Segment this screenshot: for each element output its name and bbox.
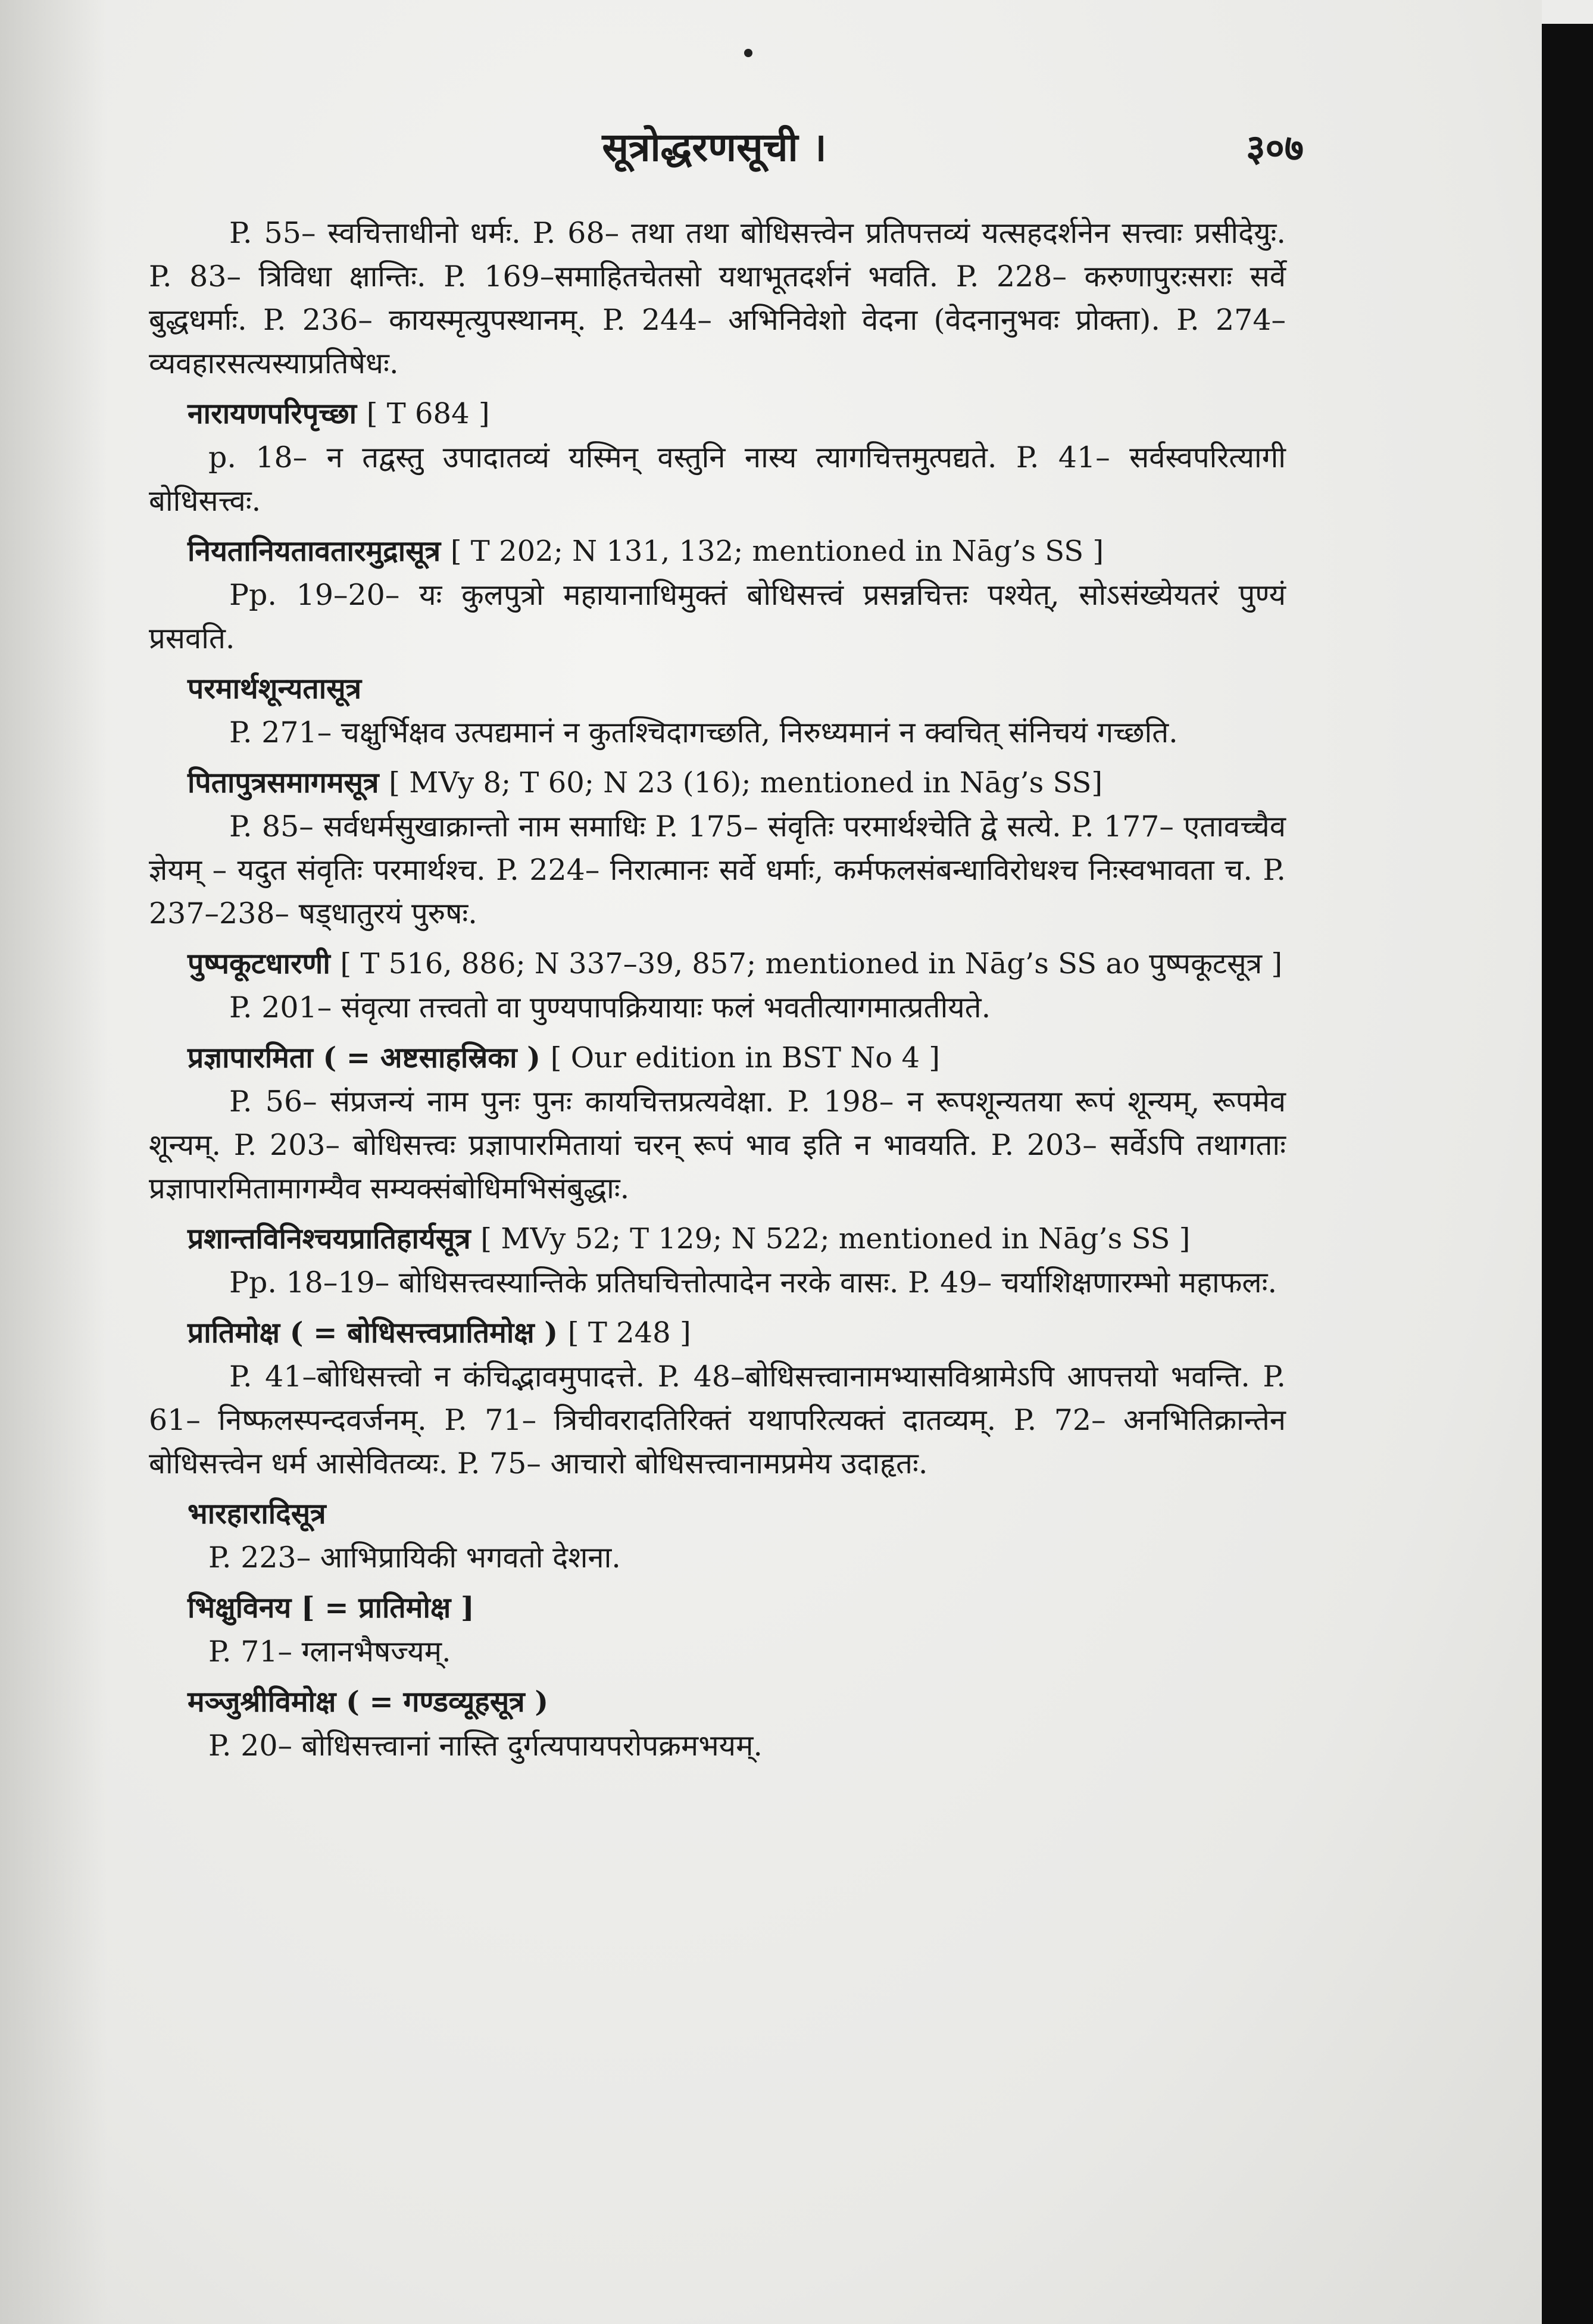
sutra-reference: [ MVy 8; T 60; N 23 (16); mentioned in Nāg’s SS]: [389, 766, 1103, 799]
sutra-heading: [149, 1680, 1286, 1724]
sutra-heading: [149, 392, 1286, 436]
sutra-heading: [149, 1492, 1286, 1536]
index-entry: [149, 761, 1286, 935]
entry-citations: P. 85– सर्वधर्मसुखाक्रान्तो नाम समाधिः P. 175– संवृतिः परमार्थश्चेति द्वे सत्ये. P. 177– एतावच्चैव ज्ञेयम् – यदुत संवृतिः परमार्थश्च. P. 224– निरात्मानः सर्वे धर्माः, कर्मफलसंबन्धाविरोधश्च निःस्वभावता च. P. 237–238– षड्धातुरयं पुरुषः.: [149, 810, 1286, 930]
sutra-reference: [ T 248 ]: [567, 1316, 691, 1350]
entry-citations: p. 18– न तद्वस्तु उपादातव्यं यस्मिन् वस्तुनि नास्य त्यागचित्तमुत्पद्यते. P. 41– सर्वस्वपरित्यागी बोधिसत्त्वः.: [149, 441, 1286, 518]
entry-citations: P. 41–बोधिसत्त्वो न कंचिद्भावमुपादत्ते. P. 48–बोधिसत्त्वानामभ्यासविश्रामेऽपि आपत्तयो भवन्ति. P. 61– निष्फलस्पन्दवर्जनम्. P. 71– त्रिचीवरादतिरिक्तं यथापरित्यक्तं दातव्यम्. P. 72– अनभितिक्रान्तेन बोधिसत्त्वेन धर्म आसेवितव्यः. P. 75– आचारो बोधिसत्त्वानामप्रमेय उदाहृतः.: [149, 1360, 1286, 1480]
sutra-title: प्रातिमोक्ष ( = बोधिसत्त्वप्रातिमोक्ष ): [188, 1316, 558, 1350]
entry-citations: P. 20– बोधिसत्त्वानां नास्ति दुर्गत्यपायपरोपक्रमभयम्.: [208, 1729, 763, 1763]
entry-citations: P. 271– चक्षुर्भिक्षव उत्पद्यमानं न कुतश्चिदागच्छति, निरुध्यमानं न क्वचित् संनिचयं गच्छति.: [229, 716, 1178, 749]
sutra-heading: [149, 1036, 1286, 1080]
sutra-title: परमार्थशून्यतासूत्र: [188, 672, 362, 705]
sutra-heading: [149, 1311, 1286, 1355]
entry-citations: Pp. 18–19– बोधिसत्त्वस्यान्तिके प्रतिघचित्तोत्पादेन नरके वासः. P. 49– चर्याशिक्षणारम्भो महाफलः.: [229, 1266, 1277, 1300]
sutra-reference: [ T 684 ]: [366, 397, 490, 430]
index-entry: [149, 1680, 1286, 1767]
entry-citations: P. 201– संवृत्या तत्त्वतो वा पुण्यपापक्रियायाः फलं भवतीत्यागमात्प्रतीयते.: [229, 991, 991, 1024]
index-entry: [149, 530, 1286, 660]
index-entry: [149, 942, 1286, 1029]
sutra-title: नियतानियतावतारमुद्रासूत्र: [188, 535, 441, 568]
entry-citations: P. 223– आभिप्रायिकी भगवतो देशना.: [208, 1541, 621, 1575]
index-content: [149, 211, 1286, 1769]
index-entry: [149, 1586, 1286, 1673]
sutra-heading: [149, 667, 1286, 711]
sutra-title: मञ्जुश्रीविमोक्ष ( = गण्डव्यूहसूत्र ): [188, 1685, 549, 1719]
index-entry: [149, 1217, 1286, 1304]
sutra-title: प्रशान्तविनिश्चयप्रातिहार्यसूत्र: [188, 1222, 471, 1255]
page-shadow: [0, 0, 107, 2324]
sutra-title: नारायणपरिपृच्छा: [188, 397, 357, 430]
index-entry: [149, 667, 1286, 754]
sutra-reference: [ Our edition in BST No 4 ]: [550, 1041, 940, 1074]
sutra-title: भिक्षुविनय [ = प्रातिमोक्ष ]: [188, 1591, 474, 1625]
index-entry: [149, 1036, 1286, 1210]
page-number: ३०७: [1246, 126, 1304, 170]
entry-citations: P. 55– स्वचित्ताधीनो धर्मः. P. 68– तथा तथा बोधिसत्त्वेन प्रतिपत्तव्यं यत्सहदर्शनेन सत्त्वाः प्रसीदेयुः. P. 83– त्रिविधा क्षान्तिः. P. 169–समाहितचेतसो यथाभूतदर्शनं भवति. P. 228– करुणापुरःसराः सर्वे बुद्धधर्माः. P. 236– कायस्मृत्युपस्थानम्. P. 244– अभिनिवेशो वेदना (वेदनानुभवः प्रोक्ता). P. 274– व्यवहारसत्यस्याप्रतिषेधः.: [149, 216, 1286, 380]
entry-citations: P. 71– ग्लानभैषज्यम्.: [208, 1635, 451, 1669]
sutra-reference: [ MVy 52; T 129; N 522; mentioned in Nāg’s SS ]: [480, 1222, 1191, 1255]
sutra-title: प्रज्ञापारमिता ( = अष्टसाहस्रिका ): [188, 1041, 541, 1074]
entry-citations: P. 56– संप्रजन्यं नाम पुनः पुनः कायचित्तप्रत्यवेक्षा. P. 198– न रूपशून्यतया रूपं शून्यम्, रूपमेव शून्यम्. P. 203– बोधिसत्त्वः प्रज्ञापारमितायां चरन् रूपं भाव इति न भावयति. P. 203– सर्वेऽपि तथागताः प्रज्ञापारमितामागम्यैव सम्यक्संबोधिमभिसंबुद्धाः.: [149, 1085, 1286, 1205]
sutra-heading: [149, 1217, 1286, 1261]
index-entry: [149, 211, 1286, 385]
scan-speck: [744, 49, 752, 57]
sutra-reference: [ T 516, 886; N 337–39, 857; mentioned in Nāg’s SS ao पुष्पकूटसूत्र ]: [340, 947, 1283, 980]
index-entry: [149, 392, 1286, 523]
sutra-heading: [149, 530, 1286, 573]
sutra-heading: [149, 1586, 1286, 1630]
sutra-heading: [149, 942, 1286, 986]
sutra-title: भारहारादिसूत्र: [188, 1497, 326, 1530]
sutra-heading: [149, 761, 1286, 805]
index-entry: [149, 1311, 1286, 1485]
entry-citations: Pp. 19–20– यः कुलपुत्रो महायानाधिमुक्तं बोधिसत्त्वं प्रसन्नचित्तः पश्येत्, सोऽसंख्येयतरं पुण्यं प्रसवति.: [149, 578, 1286, 655]
sutra-title: पितापुत्रसमागमसूत्र: [188, 766, 379, 799]
sutra-title: पुष्पकूटधारणी: [188, 947, 330, 980]
running-title: सूत्रोद्धरणसूची ।: [602, 124, 827, 170]
index-entry: [149, 1492, 1286, 1579]
scan-edge: [1542, 24, 1593, 2324]
sutra-reference: [ T 202; N 131, 132; mentioned in Nāg’s SS ]: [450, 535, 1104, 568]
